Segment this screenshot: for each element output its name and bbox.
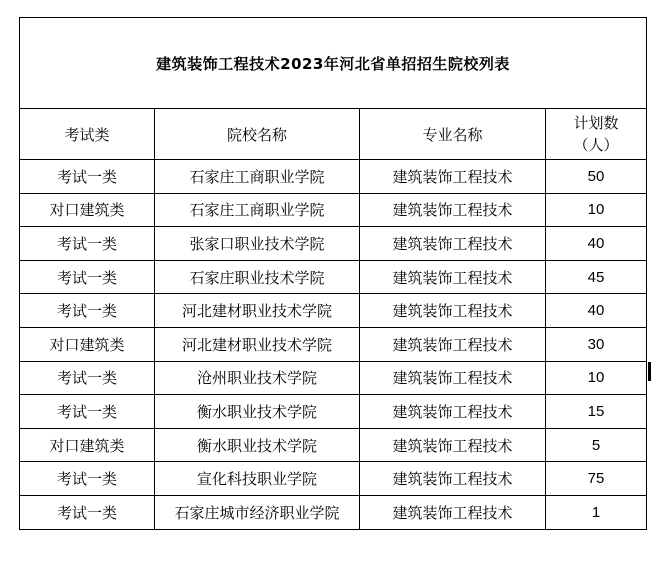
- cell-plan: 45: [546, 260, 647, 294]
- table-row: [20, 227, 647, 261]
- header-plan-line1: 计划数: [573, 114, 619, 132]
- header-category: 考试类: [20, 109, 155, 160]
- cell-category: 考试一类: [20, 160, 155, 194]
- cell-major: 建筑装饰工程技术: [360, 395, 546, 429]
- cell-plan: 5: [546, 428, 647, 462]
- header-plan: [546, 109, 647, 160]
- cell-major: 建筑装饰工程技术: [360, 428, 546, 462]
- cell-school: 石家庄工商职业学院: [155, 160, 360, 194]
- table-row: [20, 462, 647, 496]
- cell-category: 对口建筑类: [20, 193, 155, 227]
- table-body: [20, 160, 647, 530]
- cell-plan: 30: [546, 327, 647, 361]
- table-row: [20, 327, 647, 361]
- table-row: [20, 495, 647, 529]
- table-row: [20, 428, 647, 462]
- cell-major: 建筑装饰工程技术: [360, 227, 546, 261]
- cell-school: 石家庄职业技术学院: [155, 260, 360, 294]
- header-row: [20, 109, 647, 160]
- cell-plan: 10: [546, 361, 647, 395]
- cell-school: 河北建材职业技术学院: [155, 294, 360, 328]
- cell-school: 张家口职业技术学院: [155, 227, 360, 261]
- table-row: [20, 294, 647, 328]
- cell-school: 衡水职业技术学院: [155, 428, 360, 462]
- enrollment-table: [19, 17, 647, 530]
- cell-major: 建筑装饰工程技术: [360, 327, 546, 361]
- cell-plan: 15: [546, 395, 647, 429]
- cell-major: 建筑装饰工程技术: [360, 260, 546, 294]
- cell-category: 考试一类: [20, 260, 155, 294]
- cell-category: 对口建筑类: [20, 428, 155, 462]
- cell-major: 建筑装饰工程技术: [360, 361, 546, 395]
- cell-major: 建筑装饰工程技术: [360, 495, 546, 529]
- cell-plan: 10: [546, 193, 647, 227]
- cell-school: 衡水职业技术学院: [155, 395, 360, 429]
- table-row: [20, 160, 647, 194]
- cell-category: 考试一类: [20, 462, 155, 496]
- header-school: 院校名称: [155, 109, 360, 160]
- cell-category: 考试一类: [20, 227, 155, 261]
- table-row: [20, 260, 647, 294]
- cell-category: 对口建筑类: [20, 327, 155, 361]
- title-row: [20, 18, 647, 109]
- cell-category: 考试一类: [20, 495, 155, 529]
- cell-school: 石家庄工商职业学院: [155, 193, 360, 227]
- table-row: [20, 361, 647, 395]
- table-title: 建筑装饰工程技术2023年河北省单招招生院校列表: [20, 18, 647, 109]
- cell-plan: 1: [546, 495, 647, 529]
- cell-plan: 75: [546, 462, 647, 496]
- table-row: [20, 395, 647, 429]
- cell-school: 沧州职业技术学院: [155, 361, 360, 395]
- cell-major: 建筑装饰工程技术: [360, 193, 546, 227]
- cell-major: 建筑装饰工程技术: [360, 462, 546, 496]
- cell-school: 宣化科技职业学院: [155, 462, 360, 496]
- cell-school: 河北建材职业技术学院: [155, 327, 360, 361]
- table-row: [20, 193, 647, 227]
- header-plan-line2: （人）: [573, 136, 619, 154]
- cell-plan: 40: [546, 227, 647, 261]
- cell-category: 考试一类: [20, 395, 155, 429]
- cell-major: 建筑装饰工程技术: [360, 294, 546, 328]
- cell-category: 考试一类: [20, 361, 155, 395]
- cell-school: 石家庄城市经济职业学院: [155, 495, 360, 529]
- edge-mark: [648, 362, 651, 381]
- cell-plan: 50: [546, 160, 647, 194]
- header-major: 专业名称: [360, 109, 546, 160]
- cell-major: 建筑装饰工程技术: [360, 160, 546, 194]
- cell-plan: 40: [546, 294, 647, 328]
- cell-category: 考试一类: [20, 294, 155, 328]
